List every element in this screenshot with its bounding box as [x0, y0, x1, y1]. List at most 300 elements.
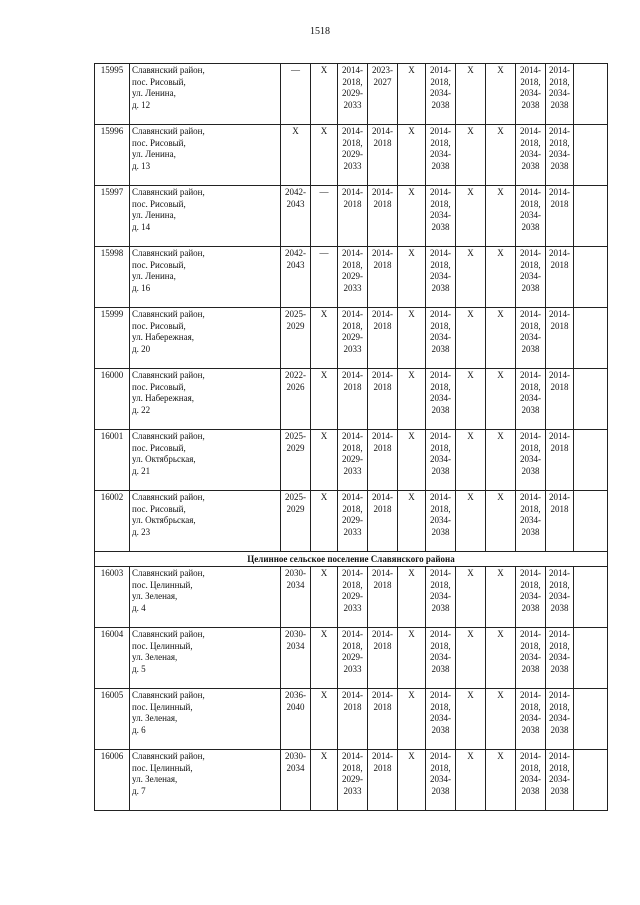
cell-value: 2025-	[285, 309, 306, 319]
cell-c3	[338, 567, 368, 628]
cell-value: X	[292, 126, 299, 136]
cell-value: 2014-	[430, 187, 451, 197]
cell-c1	[281, 308, 311, 369]
cell-value: —	[319, 187, 329, 197]
cell-c8	[486, 628, 516, 689]
cell-c6	[426, 186, 456, 247]
cell-value: 2014-	[549, 751, 570, 761]
cell-value: 2030-	[285, 751, 306, 761]
cell-c5	[398, 689, 426, 750]
cell-value: 2038	[550, 663, 569, 674]
cell-c1	[281, 689, 311, 750]
address-line: д. 23	[132, 526, 151, 537]
cell-c3	[338, 491, 368, 552]
cell-value: X	[408, 248, 415, 258]
table-row	[95, 750, 608, 811]
address-line: пос. Рисовый,	[132, 442, 186, 453]
cell-c7	[456, 125, 486, 186]
cell-c3	[338, 689, 368, 750]
cell-c6	[426, 491, 456, 552]
cell-value: 2018	[373, 701, 392, 712]
cell-value: 2018,	[549, 640, 570, 651]
address-line: пос. Рисовый,	[132, 259, 186, 270]
cell-value: 2014-	[342, 187, 363, 197]
cell-value: X	[497, 751, 504, 761]
cell-c1	[281, 628, 311, 689]
cell-value: 2033	[343, 785, 362, 796]
cell-value: 2029-	[342, 271, 363, 282]
cell-value: 2038	[521, 785, 540, 796]
cell-c6	[426, 369, 456, 430]
cell-empty	[574, 750, 608, 811]
cell-value: 2014-	[430, 248, 451, 258]
cell-value: 2014-	[430, 370, 451, 380]
cell-c8	[486, 689, 516, 750]
cell-value: 2018,	[520, 259, 541, 270]
cell-value: X	[497, 690, 504, 700]
cell-value: X	[467, 629, 474, 639]
cell-value: 2038	[431, 724, 450, 735]
cell-value: 2018,	[342, 579, 363, 590]
cell-c4	[368, 750, 398, 811]
cell-value: 2018,	[430, 137, 451, 148]
address-line: пос. Рисовый,	[132, 76, 186, 87]
cell-c2	[311, 567, 338, 628]
cell-value: 2033	[343, 602, 362, 613]
cell-value: 2040	[286, 701, 305, 712]
cell-value: 2014-	[372, 248, 393, 258]
cell-value: 2018,	[520, 137, 541, 148]
cell-c2	[311, 430, 338, 491]
cell-value: 2018	[550, 503, 569, 514]
cell-c10	[546, 689, 574, 750]
row-id: 16004	[95, 628, 130, 689]
cell-c6	[426, 567, 456, 628]
cell-value: 2018	[373, 579, 392, 590]
address-line: д. 20	[132, 343, 151, 354]
cell-value: 2018,	[430, 259, 451, 270]
cell-c8	[486, 247, 516, 308]
cell-value: 2018	[373, 259, 392, 270]
address-line: Славянский район,	[132, 690, 205, 700]
cell-value: 2014-	[430, 629, 451, 639]
cell-c9	[516, 64, 546, 125]
address-line: ул. Зеленая,	[132, 652, 178, 663]
cell-value: 2038	[521, 465, 540, 476]
cell-value: 2018	[373, 381, 392, 392]
row-id: 16002	[95, 491, 130, 552]
cell-value: 2014-	[549, 629, 570, 639]
cell-value: X	[320, 492, 328, 502]
cell-value: 2018,	[520, 198, 541, 209]
cell-value: 2014-	[342, 248, 363, 258]
cell-empty	[574, 628, 608, 689]
cell-value: 2014-	[520, 248, 541, 258]
cell-value: 2034-	[430, 774, 451, 785]
cell-value: X	[408, 568, 415, 578]
cell-value: X	[497, 126, 504, 136]
cell-value: 2034-	[549, 774, 570, 785]
cell-c2	[311, 247, 338, 308]
cell-c7	[456, 567, 486, 628]
cell-c5	[398, 308, 426, 369]
cell-value: 2033	[343, 282, 362, 293]
cell-value: 2038	[431, 785, 450, 796]
cell-c5	[398, 186, 426, 247]
address-line: ул. Ленина,	[132, 88, 176, 99]
cell-value: 2018,	[430, 503, 451, 514]
address-line: ул. Октябрьская,	[132, 454, 196, 465]
cell-value: 2014-	[520, 309, 541, 319]
cell-value: 2029-	[342, 515, 363, 526]
cell-value: 2043	[286, 198, 305, 209]
cell-value: 2014-	[549, 248, 570, 258]
cell-c5	[398, 567, 426, 628]
cell-c4	[368, 186, 398, 247]
cell-value: 2018,	[520, 442, 541, 453]
cell-empty	[574, 308, 608, 369]
cell-c6	[426, 247, 456, 308]
cell-value: 2038	[521, 343, 540, 354]
cell-c1	[281, 64, 311, 125]
cell-value: X	[467, 187, 474, 197]
cell-value: 2014-	[549, 492, 570, 502]
cell-value: 2018,	[520, 320, 541, 331]
cell-value: 2014-	[430, 568, 451, 578]
cell-value: X	[320, 309, 328, 319]
cell-c6	[426, 628, 456, 689]
cell-value: 2018,	[520, 701, 541, 712]
cell-value: 2034-	[520, 271, 541, 282]
cell-value: 2033	[343, 526, 362, 537]
cell-value: X	[320, 690, 328, 700]
cell-value: 2027	[373, 76, 392, 87]
row-address	[130, 247, 281, 308]
cell-value: 2014-	[520, 690, 541, 700]
cell-value: 2038	[431, 526, 450, 537]
cell-value: X	[467, 431, 474, 441]
table-row	[95, 628, 608, 689]
cell-c7	[456, 247, 486, 308]
row-id: 15999	[95, 308, 130, 369]
address-line: д. 6	[132, 724, 146, 735]
table-body	[95, 64, 608, 811]
cell-empty	[574, 369, 608, 430]
cell-value: 2018,	[430, 198, 451, 209]
cell-c5	[398, 125, 426, 186]
cell-value: 2018,	[342, 137, 363, 148]
cell-value: X	[408, 370, 415, 380]
cell-c5	[398, 750, 426, 811]
cell-value: 2014-	[549, 431, 570, 441]
cell-value: 2029-	[342, 454, 363, 465]
address-line: д. 22	[132, 404, 151, 415]
cell-c1	[281, 247, 311, 308]
cell-value: 2023-	[372, 65, 393, 75]
cell-value: X	[408, 690, 415, 700]
cell-value: 2038	[550, 785, 569, 796]
address-line: д. 7	[132, 785, 146, 796]
cell-value: 2014-	[430, 309, 451, 319]
cell-c3	[338, 64, 368, 125]
cell-c5	[398, 430, 426, 491]
cell-value: 2034-	[549, 88, 570, 99]
cell-c3	[338, 125, 368, 186]
address-line: д. 12	[132, 99, 151, 110]
cell-value: 2018,	[549, 579, 570, 590]
cell-c8	[486, 430, 516, 491]
cell-value: 2029	[286, 320, 305, 331]
cell-value: 2043	[286, 259, 305, 270]
cell-value: 2014-	[430, 126, 451, 136]
cell-value: X	[320, 126, 328, 136]
cell-c7	[456, 628, 486, 689]
cell-value: 2034-	[430, 88, 451, 99]
cell-value: 2018,	[520, 381, 541, 392]
cell-c8	[486, 369, 516, 430]
cell-value: 2018	[373, 640, 392, 651]
address-line: Славянский район,	[132, 187, 205, 197]
cell-value: 2034-	[520, 713, 541, 724]
cell-value: X	[408, 629, 415, 639]
cell-value: 2018,	[342, 442, 363, 453]
address-line: Славянский район,	[132, 568, 205, 578]
cell-value: 2034-	[430, 271, 451, 282]
cell-value: 2014-	[342, 492, 363, 502]
row-address	[130, 567, 281, 628]
cell-c10	[546, 567, 574, 628]
cell-c8	[486, 125, 516, 186]
address-line: д. 5	[132, 663, 146, 674]
cell-value: 2014-	[430, 751, 451, 761]
table-row	[95, 689, 608, 750]
cell-value: 2014-	[372, 568, 393, 578]
cell-c4	[368, 491, 398, 552]
cell-c9	[516, 628, 546, 689]
cell-c10	[546, 308, 574, 369]
cell-value: 2014-	[342, 431, 363, 441]
cell-c1	[281, 186, 311, 247]
cell-empty	[574, 689, 608, 750]
cell-value: 2018,	[549, 76, 570, 87]
cell-c9	[516, 689, 546, 750]
cell-value: 2030-	[285, 568, 306, 578]
cell-c4	[368, 430, 398, 491]
cell-value: 2014-	[520, 629, 541, 639]
table-row	[95, 567, 608, 628]
cell-c1	[281, 369, 311, 430]
cell-c10	[546, 491, 574, 552]
cell-value: 2018,	[430, 701, 451, 712]
cell-c2	[311, 750, 338, 811]
row-address	[130, 628, 281, 689]
row-id: 16001	[95, 430, 130, 491]
cell-value: 2038	[431, 465, 450, 476]
cell-value: 2033	[343, 99, 362, 110]
cell-value: 2029-	[342, 149, 363, 160]
cell-value: 2018,	[342, 640, 363, 651]
row-address	[130, 750, 281, 811]
cell-value: 2026	[286, 381, 305, 392]
cell-value: 2034-	[520, 149, 541, 160]
cell-value: 2018,	[430, 381, 451, 392]
table-row	[95, 430, 608, 491]
cell-value: X	[497, 568, 504, 578]
cell-c3	[338, 308, 368, 369]
cell-value: 2038	[521, 99, 540, 110]
cell-value: 2038	[550, 724, 569, 735]
address-line: Славянский район,	[132, 126, 205, 136]
cell-c3	[338, 186, 368, 247]
cell-value: 2034-	[520, 591, 541, 602]
cell-value: 2014-	[430, 65, 451, 75]
cell-c7	[456, 430, 486, 491]
cell-value: 2033	[343, 663, 362, 674]
cell-value: 2014-	[372, 309, 393, 319]
cell-value: X	[408, 751, 415, 761]
cell-c8	[486, 750, 516, 811]
cell-value: 2014-	[520, 126, 541, 136]
cell-value: X	[320, 568, 328, 578]
cell-value: 2018	[550, 198, 569, 209]
cell-value: 2042-	[285, 248, 306, 258]
cell-c2	[311, 689, 338, 750]
row-address	[130, 186, 281, 247]
cell-c9	[516, 308, 546, 369]
cell-value: 2014-	[549, 370, 570, 380]
cell-value: 2014-	[342, 751, 363, 761]
address-line: ул. Зеленая,	[132, 774, 178, 785]
cell-value: 2014-	[342, 568, 363, 578]
cell-value: 2014-	[342, 309, 363, 319]
cell-value: X	[467, 309, 474, 319]
cell-value: 2038	[431, 663, 450, 674]
cell-c10	[546, 430, 574, 491]
cell-c6	[426, 430, 456, 491]
address-line: Славянский район,	[132, 492, 205, 502]
table-row	[95, 186, 608, 247]
cell-c9	[516, 125, 546, 186]
cell-c1	[281, 491, 311, 552]
cell-value: 2034-	[549, 149, 570, 160]
cell-value: 2014-	[342, 126, 363, 136]
cell-value: 2034	[286, 640, 305, 651]
cell-value: 2018,	[430, 579, 451, 590]
cell-value: X	[320, 65, 328, 75]
cell-c4	[368, 247, 398, 308]
cell-value: 2038	[521, 221, 540, 232]
cell-value: X	[497, 629, 504, 639]
table-row	[95, 491, 608, 552]
cell-c10	[546, 750, 574, 811]
cell-c6	[426, 308, 456, 369]
cell-value: 2018,	[520, 640, 541, 651]
cell-value: 2042-	[285, 187, 306, 197]
cell-empty	[574, 64, 608, 125]
cell-value: 2034-	[430, 591, 451, 602]
address-line: ул. Зеленая,	[132, 713, 178, 724]
cell-c8	[486, 64, 516, 125]
cell-value: 2014-	[372, 690, 393, 700]
cell-value: 2018,	[430, 76, 451, 87]
row-id: 16003	[95, 567, 130, 628]
row-address	[130, 689, 281, 750]
cell-c4	[368, 369, 398, 430]
cell-value: 2014-	[342, 629, 363, 639]
cell-c1	[281, 567, 311, 628]
address-line: пос. Рисовый,	[132, 198, 186, 209]
cell-value: 2038	[521, 602, 540, 613]
row-id: 16005	[95, 689, 130, 750]
cell-c3	[338, 430, 368, 491]
cell-value: 2014-	[372, 126, 393, 136]
cell-value: 2018	[373, 503, 392, 514]
cell-value: 2018	[550, 320, 569, 331]
cell-value: 2038	[550, 160, 569, 171]
cell-value: 2038	[550, 602, 569, 613]
cell-value: X	[497, 248, 504, 258]
cell-value: 2014-	[372, 187, 393, 197]
cell-value: 2018	[373, 198, 392, 209]
cell-value: X	[497, 370, 504, 380]
cell-value: 2014-	[520, 568, 541, 578]
cell-c3	[338, 750, 368, 811]
cell-c7	[456, 369, 486, 430]
table-row	[95, 247, 608, 308]
address-line: пос. Целинный,	[132, 579, 193, 590]
cell-value: 2014-	[372, 492, 393, 502]
row-id: 15995	[95, 64, 130, 125]
cell-c6	[426, 689, 456, 750]
cell-value: 2018,	[520, 762, 541, 773]
cell-value: 2014-	[520, 751, 541, 761]
cell-value: 2034-	[549, 652, 570, 663]
table-row	[95, 125, 608, 186]
cell-c8	[486, 567, 516, 628]
cell-c5	[398, 64, 426, 125]
cell-c10	[546, 186, 574, 247]
cell-value: X	[320, 431, 328, 441]
cell-value: X	[467, 126, 474, 136]
cell-value: 2029-	[342, 88, 363, 99]
row-address	[130, 308, 281, 369]
cell-value: X	[320, 370, 328, 380]
cell-c8	[486, 186, 516, 247]
cell-c9	[516, 186, 546, 247]
cell-value: 2018	[343, 701, 362, 712]
cell-c7	[456, 308, 486, 369]
address-line: ул. Ленина,	[132, 210, 176, 221]
cell-value: 2025-	[285, 431, 306, 441]
cell-value: 2034-	[520, 210, 541, 221]
row-id: 16000	[95, 369, 130, 430]
page-number: 1518	[310, 26, 330, 37]
cell-value: 2034	[286, 762, 305, 773]
cell-value: 2029	[286, 442, 305, 453]
cell-c1	[281, 430, 311, 491]
cell-value: X	[467, 65, 474, 75]
row-address	[130, 430, 281, 491]
cell-c7	[456, 186, 486, 247]
row-id: 15998	[95, 247, 130, 308]
cell-value: 2018,	[342, 259, 363, 270]
address-line: д. 14	[132, 221, 151, 232]
cell-c4	[368, 308, 398, 369]
cell-value: 2029-	[342, 652, 363, 663]
cell-value: X	[467, 370, 474, 380]
address-line: д. 4	[132, 602, 146, 613]
cell-value: 2014-	[342, 690, 363, 700]
